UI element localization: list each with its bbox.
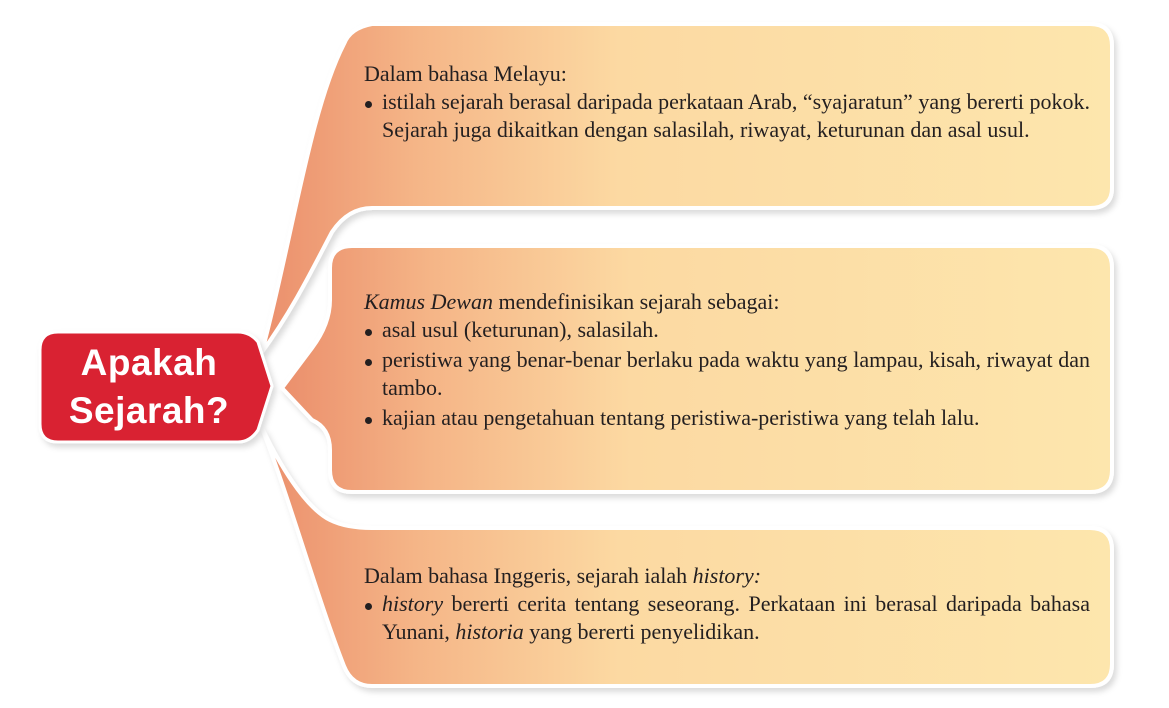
box-bahasa-inggeris-content bbox=[364, 562, 1090, 646]
bullet-italic-term: historia bbox=[455, 619, 524, 644]
intro-italic-term: Kamus Dewan bbox=[364, 289, 493, 314]
bullet-item bbox=[364, 590, 1090, 646]
intro-text: mendefinisikan sejarah sebagai: bbox=[492, 289, 780, 314]
bullet-italic-term: history bbox=[382, 591, 444, 616]
hub-title-line-2: Sejarah? bbox=[68, 390, 230, 431]
box-intro bbox=[364, 562, 1090, 590]
bullet-item: istilah sejarah berasal daripada perkataan Arab, “syajaratun” yang bererti pokok. Sejarah juga dikaitkan dengan salasilah, riwayat, keturunan dan asal usul. bbox=[364, 88, 1090, 144]
bullet-text: bererti cerita tentang seseorang. Perkataan ini berasal daripada bahasa Yunani, bbox=[382, 591, 1090, 644]
bullet-item: kajian atau pengetahuan tentang peristiwa-peristiwa yang telah lalu. bbox=[364, 404, 1090, 432]
box-intro: Dalam bahasa Melayu: bbox=[364, 61, 567, 86]
hub-title-line-1: Apakah bbox=[80, 342, 218, 383]
bullet-item: asal usul (keturunan), salasilah. bbox=[364, 316, 1090, 344]
bullet-list bbox=[364, 590, 1090, 646]
intro-italic-term: history: bbox=[692, 563, 762, 588]
hub-title bbox=[40, 334, 258, 440]
box-intro bbox=[364, 288, 1090, 316]
bullet-list bbox=[364, 316, 1090, 432]
bullet-list bbox=[364, 88, 1090, 144]
box-kamus-dewan-content bbox=[364, 288, 1090, 434]
bullet-text: yang bererti penyelidikan. bbox=[523, 619, 760, 644]
bullet-item: peristiwa yang benar-benar berlaku pada waktu yang lampau, kisah, riwayat dan tambo. bbox=[364, 346, 1090, 402]
intro-text: Dalam bahasa Inggeris, sejarah ialah bbox=[364, 563, 693, 588]
box-bahasa-melayu-content bbox=[364, 60, 1090, 144]
